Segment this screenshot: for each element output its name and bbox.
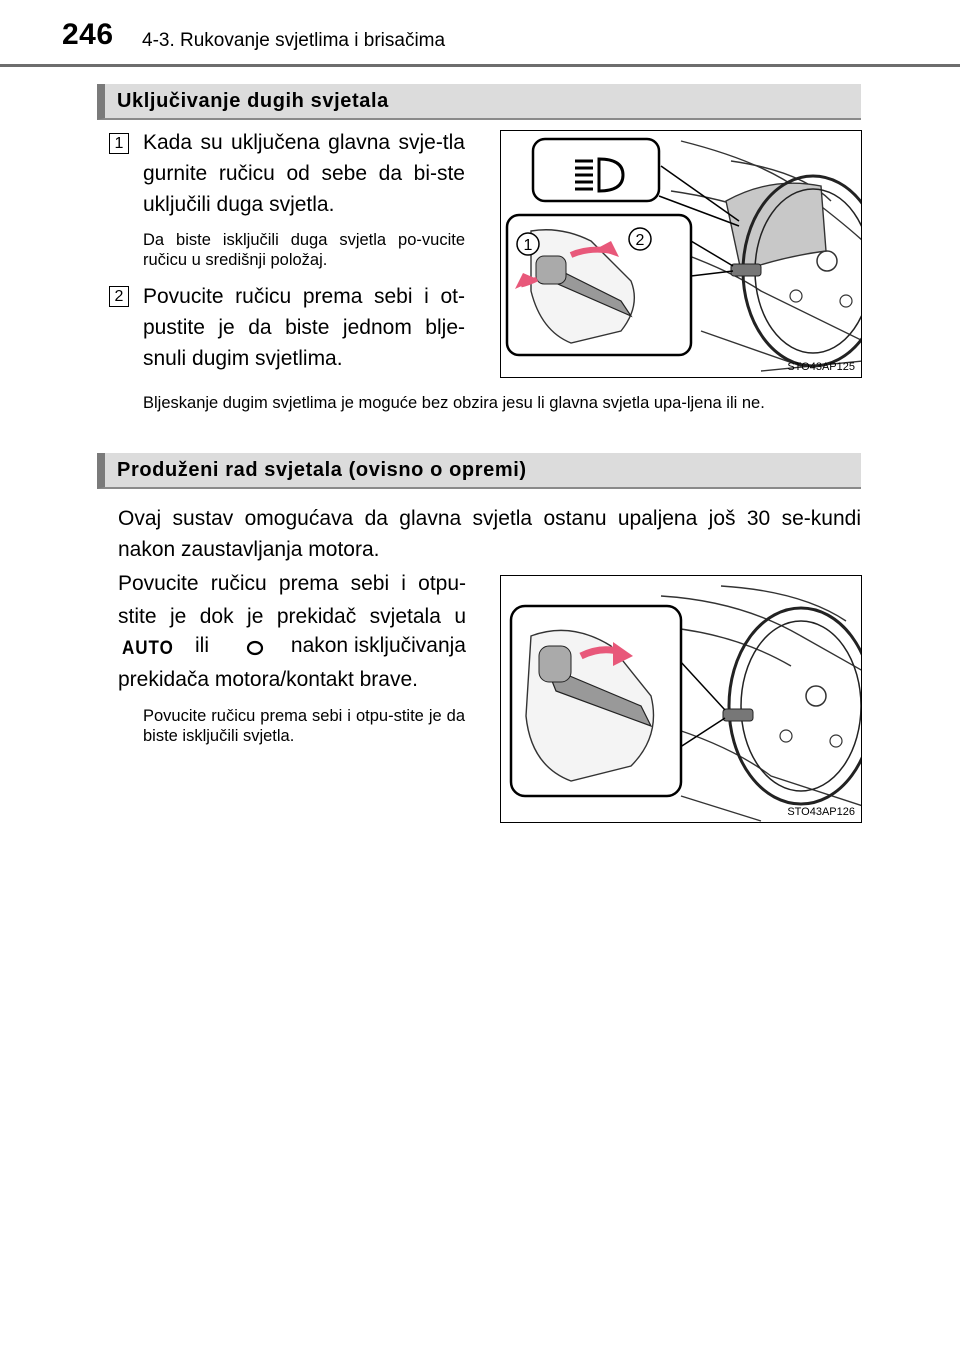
callout-label-2: 2	[635, 232, 645, 249]
turn-off-note: Povucite ručicu prema sebi i otpu-stite je da biste isključili svjetla.	[143, 707, 465, 745]
lever-illustration	[501, 131, 862, 378]
chapter-title: 4-3. Rukovanje svjetlima i brisačima	[142, 30, 446, 51]
step-2-text: Povucite ručicu prema sebi i ot-pustite je da biste jednom blje-snuli dugim svjetlima.	[143, 285, 465, 370]
figure-high-beam-lever	[500, 130, 862, 378]
intro-paragraph: Ovaj sustav omogućava da glavna svjetla ostanu upaljena još 30 se-kundi nakon zaustavljanja motora.	[118, 507, 861, 561]
step-1-text: Kada su uključena glavna svje-tla gurnite ručicu od sebe da bi-ste uključili duga svjetla.	[143, 131, 465, 216]
section-heading-extended-lights	[97, 453, 861, 489]
auto-symbol: AUTO	[122, 636, 174, 659]
step-marker-1: 1	[109, 133, 129, 154]
section-title: Uključivanje dugih svjetala	[117, 90, 389, 112]
para-line-2: stite je dok je prekidač svjetala u	[118, 605, 466, 628]
callout-label-1: 1	[523, 237, 533, 254]
header-divider	[0, 64, 960, 67]
page-number: 246	[62, 18, 114, 51]
lever-illustration-2	[501, 576, 862, 823]
figure-extended-lights-lever	[500, 575, 862, 823]
para-line-4: prekidača motora/kontakt brave.	[118, 668, 418, 691]
headlight-symbol-icon	[244, 640, 266, 656]
figure-code: STO43AP125	[787, 361, 855, 373]
section-heading-high-beam	[97, 84, 861, 120]
section-title: Produženi rad svjetala (ovisno o opremi)	[117, 459, 527, 481]
figure-code: STO43AP126	[787, 806, 855, 818]
text-after-symbols: nakon isključivanja	[290, 634, 466, 657]
para-line-3	[118, 632, 466, 664]
text-ili: ili	[195, 634, 209, 657]
step-1-note: Da biste isključili duga svjetla po-vucite ručicu u središnji položaj.	[143, 231, 465, 269]
flash-note: Bljeskanje dugim svjetlima je moguće bez obzira jesu li glavna svjetla upa-ljena ili ne.	[143, 394, 765, 412]
step-marker-2: 2	[109, 286, 129, 307]
para-line-1: Povucite ručicu prema sebi i otpu-	[118, 572, 466, 595]
